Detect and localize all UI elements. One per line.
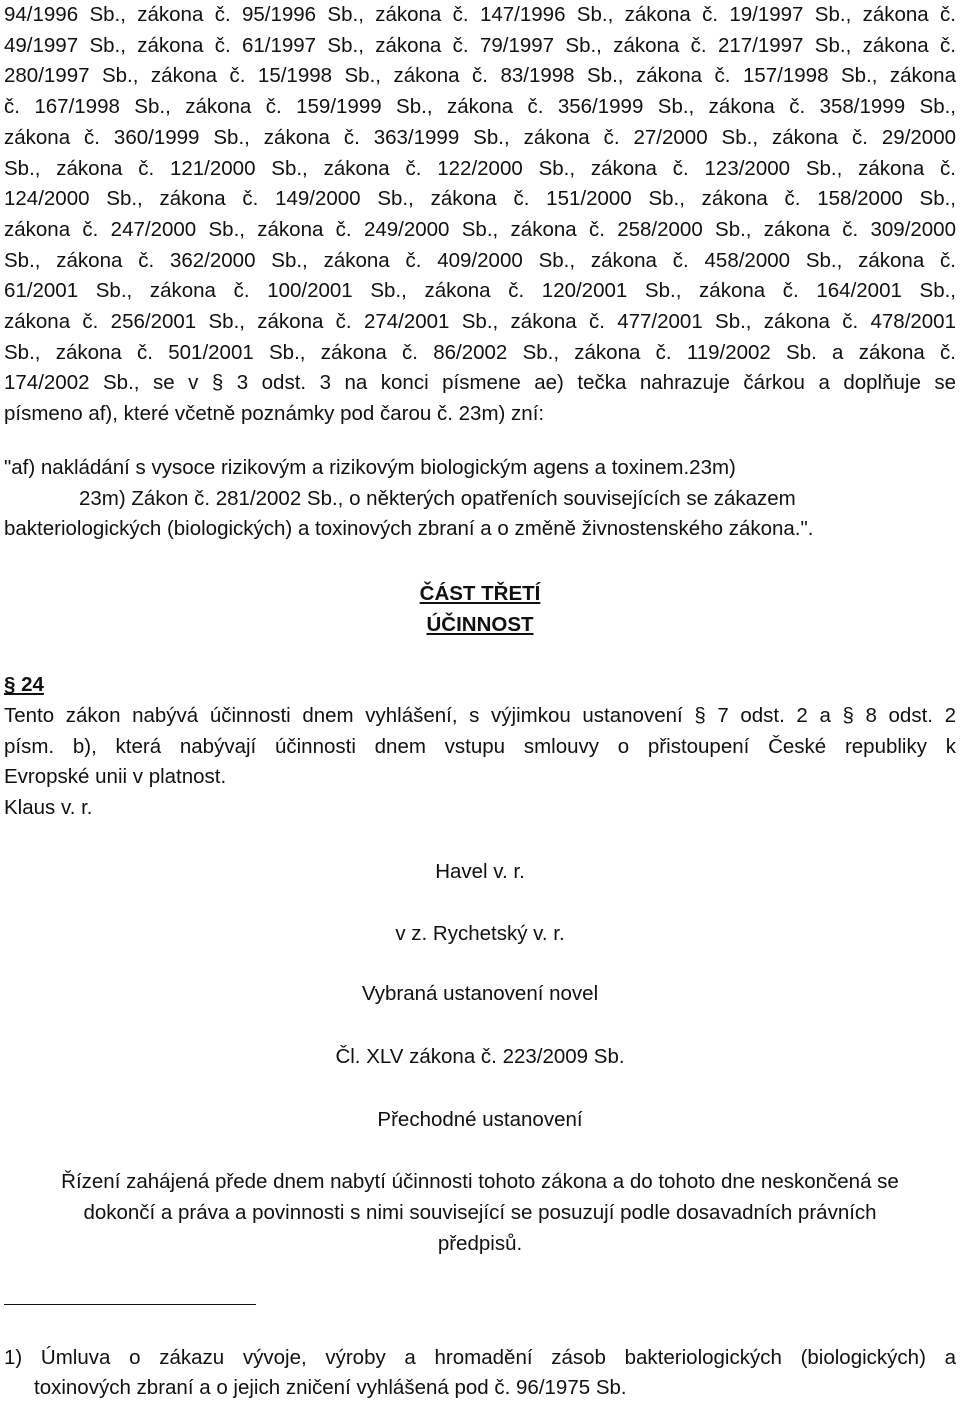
amendment-line: Sb., zákona č. 362/2000 Sb., zákona č. 409/2000 Sb., zákona č. 458/2000 Sb., zákona č. [4,248,956,272]
amendment-last-line: písmeno af), které včetně poznámky pod čarou č. 23m) zní: [4,402,545,426]
quote-footnote-line: bakteriologických (biologických) a toxinových zbraní a o změně živnostenského zákona.". [4,517,814,541]
transitional-title: Přechodné ustanovení [377,1107,583,1131]
amendment-paragraph [4,0,956,430]
amendment-line: zákona č. 360/1999 Sb., zákona č. 363/1999 Sb., zákona č. 27/2000 Sb., zákona č. 29/2000 [4,125,956,149]
amendment-line: 49/1997 Sb., zákona č. 61/1997 Sb., zákona č. 79/1997 Sb., zákona č. 217/1997 Sb., zákona č. [4,33,956,57]
effect-last-line: Evropské unii v platnost. [4,765,227,789]
quoted-amendment [4,453,956,545]
novel-title: Vybraná ustanovení novel [361,982,599,1006]
footnote-separator [4,1304,256,1305]
effect-line: písm. b), která nabývají účinnosti dnem vstupu smlouvy o přistoupení České republiky k [4,734,956,758]
part-title: ČÁST TŘETÍ [419,581,541,605]
amendment-line: 280/1997 Sb., zákona č. 15/1998 Sb., zákona č. 83/1998 Sb., zákona č. 157/1998 Sb., zákona [4,64,956,88]
signature-havel: Havel v. r. [435,859,525,883]
signature-klaus: Klaus v. r. [4,796,93,820]
document-page [4,0,956,1404]
amendment-line: 61/2001 Sb., zákona č. 100/2001 Sb., zákona č. 120/2001 Sb., zákona č. 164/2001 Sb., [4,279,956,303]
amendment-line: 174/2002 Sb., se v § 3 odst. 3 na konci písmene ae) tečka nahrazuje čárkou a doplňuje se [4,371,956,395]
part-subtitle: ÚČINNOST [426,612,534,636]
transitional-line: Řízení zahájená přede dnem nabytí účinnosti tohoto zákona a do tohoto dne neskončená se [61,1170,899,1194]
amendment-line: 124/2000 Sb., zákona č. 149/2000 Sb., zákona č. 151/2000 Sb., zákona č. 158/2000 Sb., [4,187,956,211]
novel-article: Čl. XLV zákona č. 223/2009 Sb. [335,1044,625,1068]
quote-line: "af) nakládání s vysoce rizikovým a rizikovým biologickým agens a toxinem.23m) [4,455,736,479]
amendment-line: zákona č. 247/2000 Sb., zákona č. 249/2000 Sb., zákona č. 258/2000 Sb., zákona č. 309/2000 [4,217,956,241]
amendment-line: Sb., zákona č. 501/2001 Sb., zákona č. 86/2002 Sb., zákona č. 119/2002 Sb. a zákona č. [4,340,956,364]
quote-footnote-line: 23m) Zákon č. 281/2002 Sb., o některých opatřeních souvisejících se zákazem [79,486,796,510]
amendment-line: 94/1996 Sb., zákona č. 95/1996 Sb., zákona č. 147/1996 Sb., zákona č. 19/1997 Sb., zákona č. [4,3,956,26]
transitional-paragraph [4,1167,956,1259]
transitional-line: dokončí a práva a povinnosti s nimi související se posuzují podle dosavadních právních [83,1201,877,1225]
footnote [4,1343,956,1404]
effect-paragraph [4,701,956,793]
section-mark: § 24 [4,673,44,697]
signature-rychetsky: v z. Rychetský v. r. [395,921,565,945]
footnote-line: toxinových zbraní a o jejich zničení vyhlášená pod č. 96/1975 Sb. [34,1376,627,1400]
amendment-line: Sb., zákona č. 121/2000 Sb., zákona č. 122/2000 Sb., zákona č. 123/2000 Sb., zákona č. [4,156,956,180]
transitional-line: předpisů. [437,1231,523,1255]
amendment-line: č. 167/1998 Sb., zákona č. 159/1999 Sb., zákona č. 356/1999 Sb., zákona č. 358/1999 Sb., [4,95,956,119]
effect-line: Tento zákon nabývá účinnosti dnem vyhlášení, s výjimkou ustanovení § 7 odst. 2 a § 8 odst. 2 [4,704,956,728]
amendment-line: zákona č. 256/2001 Sb., zákona č. 274/2001 Sb., zákona č. 477/2001 Sb., zákona č. 478/2001 [4,310,956,334]
footnote-line: 1) Úmluva o zákazu vývoje, výroby a hromadění zásob bakteriologických (biologických) a [4,1345,956,1369]
